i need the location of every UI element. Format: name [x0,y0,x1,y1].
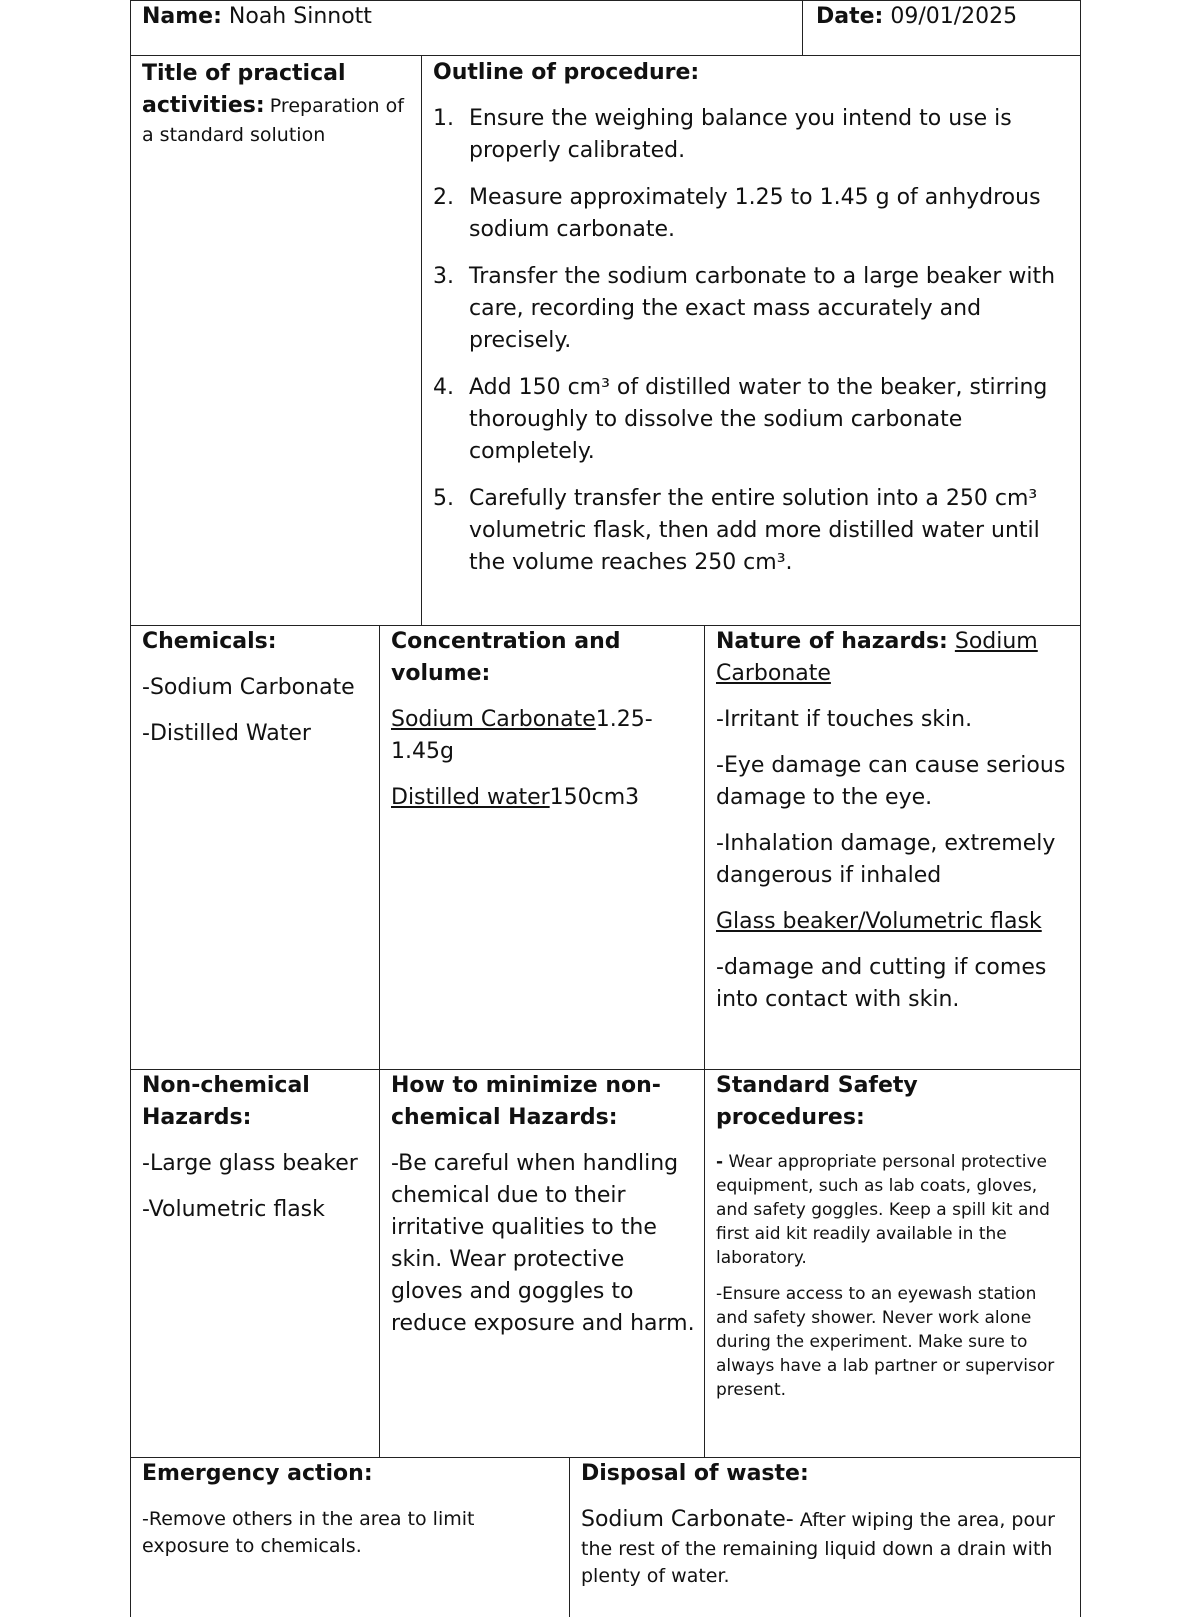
chemicals-label: Chemicals: [142,629,277,654]
concentration-item: Sodium Carbonate1.25-1.45g [391,707,653,764]
non-chemical-row [130,1069,1081,1458]
chemicals-row [130,625,1081,1070]
concentration-label: Concentration and volume: [391,629,621,686]
disposal-label: Disposal of waste: [581,1461,809,1486]
minimize-cell [379,1070,705,1458]
safety-cell [704,1070,1080,1458]
emergency-row [130,1457,1081,1617]
disposal-text: Sodium Carbonate- After wiping the area, pour the rest of the remaining liquid down a drain with plenty of water. [581,1507,1055,1587]
name-cell [131,1,803,56]
date-cell [802,1,1080,56]
procedure-step: 4. Add 150 cm³ of distilled water to the beaker, stirring thoroughly to dissolve the sodium carbonate completely. [433,375,1048,464]
chemicals-cell [131,626,380,1070]
hazard-point: -damage and cutting if comes into contact with skin. [716,955,1047,1012]
title-value: Preparation of a standard solution [142,95,404,146]
concentration-item: Distilled water150cm3 [391,785,640,810]
procedure-step: 2. Measure approximately 1.25 to 1.45 g of anhydrous sodium carbonate. [433,185,1041,242]
procedure-step: 3. Transfer the sodium carbonate to a large beaker with care, recording the exact mass accurately and precisely. [433,264,1056,353]
minimize-label: How to minimize non-chemical Hazards: [391,1073,661,1130]
safety-label: Standard Safety procedures: [716,1073,918,1130]
hazards-cell [704,626,1080,1070]
procedure-step: 1. Ensure the weighing balance you intend to use is properly calibrated. [433,106,1012,163]
hazard-point: -Inhalation damage, extremely dangerous if inhaled [716,831,1056,888]
disposal-cell [569,1458,1080,1617]
title-procedure-row [130,55,1081,626]
non-chemical-item: -Volumetric flask [142,1197,325,1222]
hazard-point: -Eye damage can cause serious damage to the eye. [716,753,1066,810]
date-label: Date: [816,4,884,29]
non-chemical-cell [131,1070,380,1458]
procedure-cell [421,56,1080,626]
title-cell [131,56,422,626]
emergency-text: -Remove others in the area to limit exposure to chemicals. [142,1508,475,1557]
non-chemical-item: -Large glass beaker [142,1151,358,1176]
chemical-item: -Sodium Carbonate [142,675,355,700]
header-row [130,0,1081,56]
chemical-item: -Distilled Water [142,721,311,746]
title-label: Title of practical activities: [142,61,346,118]
safety-paragraph: - Wear appropriate personal protective equipment, such as lab coats, gloves, and safety goggles. Keep a spill kit and first aid kit readily available in the laboratory. [716,1152,1050,1268]
procedure-step: 5. Carefully transfer the entire solution into a 250 cm³ volumetric flask, then add more distilled water until the volume reaches 250 cm³. [433,486,1040,575]
date-value: 09/01/2025 [890,4,1018,29]
emergency-label: Emergency action: [142,1461,373,1486]
procedure-list [433,103,1060,579]
procedure-label: Outline of procedure: [433,60,700,85]
non-chemical-label: Non-chemical Hazards: [142,1073,310,1130]
hazard-subheading: Glass beaker/Volumetric flask [716,909,1042,934]
name-label: Name: [142,4,222,29]
emergency-cell [131,1458,570,1617]
hazards-heading: Nature of hazards: Sodium Carbonate [716,629,1038,686]
name-value: Noah Sinnott [228,4,372,29]
safety-form [130,0,1081,1600]
hazard-point: -Irritant if touches skin. [716,707,973,732]
minimize-text: -Be careful when handling chemical due to their irritative qualities to the skin. Wear protective gloves and goggles to reduce exposure and harm. [391,1151,695,1336]
safety-paragraph: -Ensure access to an eyewash station and safety shower. Never work alone during the experiment. Make sure to always have a lab partner or supervisor present. [716,1284,1055,1400]
concentration-cell [379,626,705,1070]
